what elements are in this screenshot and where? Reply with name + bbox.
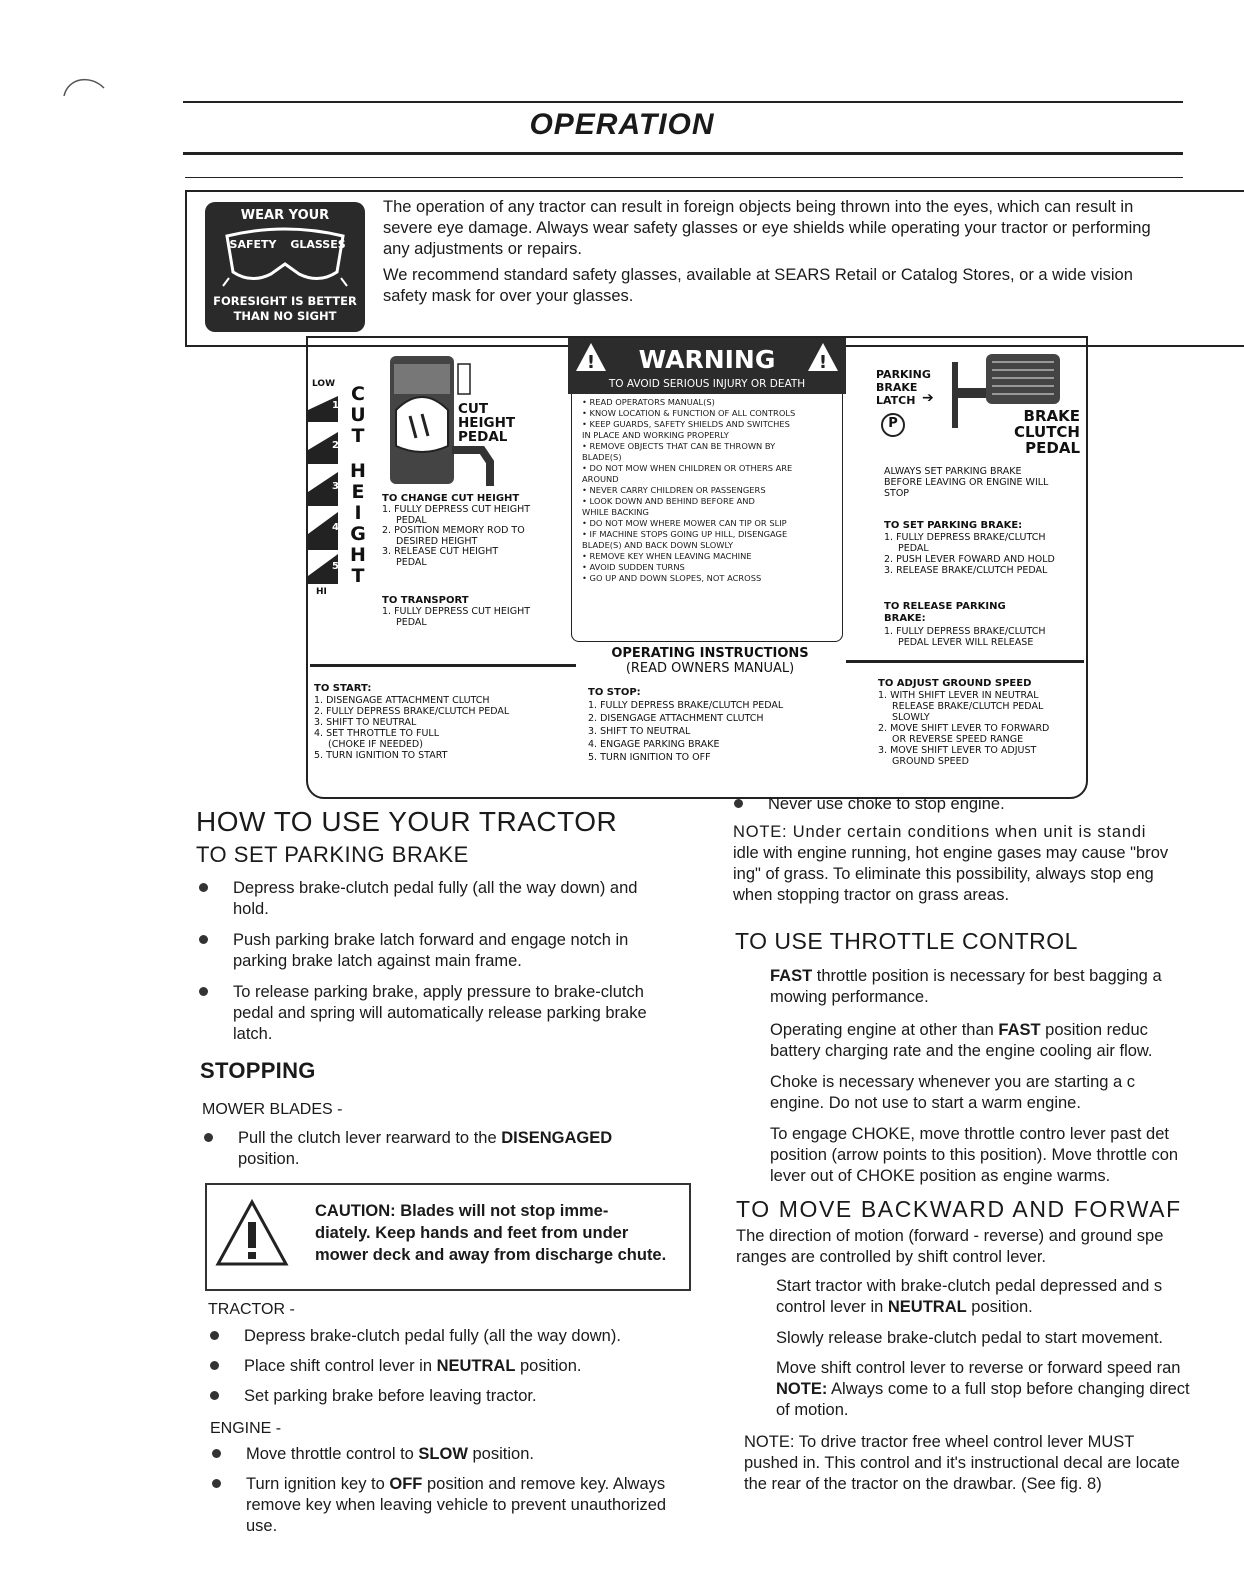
warning-triangle-icon: [574, 341, 608, 373]
header-rule-top: [183, 101, 1183, 103]
warning-subtitle: TO AVOID SERIOUS INJURY OR DEATH: [608, 378, 806, 390]
decal-divider-left: [310, 664, 576, 667]
step-line: RELEASE BRAKE/CLUTCH PEDAL: [892, 701, 1044, 712]
bullet-dot: [210, 1331, 219, 1340]
bullet-line: position (arrow points to this position). Move throttle con: [770, 1146, 1179, 1164]
transport-title: TO TRANSPORT: [382, 595, 469, 606]
warning-item: • KEEP GUARDS, SAFETY SHIELDS AND SWITCHES: [582, 419, 790, 429]
step-line: 3. SHIFT TO NEUTRAL: [314, 717, 417, 728]
to-start-steps: [314, 695, 509, 761]
mower-blades-label: MOWER BLADES -: [202, 1101, 343, 1118]
eye-para2-line2: safety mask for over your glasses.: [383, 287, 634, 305]
cut-letter: U: [350, 404, 366, 426]
note-line: ing" of grass. To eliminate this possibility, always stop eng: [733, 865, 1154, 883]
cut-height-pedal-label: [458, 402, 515, 444]
bullet-line: Push parking brake latch forward and engage notch in: [233, 931, 629, 949]
badge-left-text: SAFETY: [229, 238, 277, 251]
eye-safety-text: [383, 197, 1243, 312]
bullet-bold: FAST: [998, 1021, 1041, 1039]
set-parking-title: TO SET PARKING BRAKE:: [884, 520, 1023, 531]
warning-title: WARNING: [638, 345, 776, 374]
bullet-line: hold.: [233, 900, 269, 918]
to-stop-steps: [588, 699, 783, 764]
bullet-bold: NEUTRAL: [887, 1298, 967, 1316]
caution-line: CAUTION: Blades will not stop imme-: [315, 1202, 609, 1220]
step-line: 1. DISENGAGE ATTACHMENT CLUTCH: [314, 695, 490, 706]
step-line: 2. POSITION MEMORY ROD TO: [382, 525, 525, 536]
bullet-line: Slowly release brake-clutch pedal to start movement.: [776, 1329, 1164, 1347]
bullet-bold: DISENGAGED: [501, 1129, 613, 1147]
bullet-line: battery charging rate and the engine cooling air flow.: [770, 1042, 1153, 1060]
eye-para2-line1: We recommend standard safety glasses, available at SEARS Retail or Catalog Stores, or a wide vision: [383, 266, 1133, 284]
bullet-dot: [199, 883, 208, 892]
park-bullet-1: [233, 878, 693, 920]
bullet-dot: [199, 987, 208, 996]
blades-bullet: [238, 1128, 688, 1170]
step-line: 5. TURN IGNITION TO START: [314, 750, 448, 761]
cut-letter: T: [351, 425, 365, 447]
step-line: 2. DISENGAGE ATTACHMENT CLUTCH: [588, 713, 764, 724]
step-line: 3. RELEASE CUT HEIGHT: [382, 546, 499, 557]
note-browning: [733, 822, 1244, 906]
note-line: pushed in. This control and it's instructional decal are locate: [744, 1454, 1180, 1472]
pedal-label-line: HEIGHT: [458, 415, 516, 431]
note-line: NOTE: Under certain conditions when unit is standi: [733, 823, 1147, 841]
caution-line: diately. Keep hands and feet from under: [315, 1224, 629, 1242]
step-line: 4. SET THROTTLE TO FULL: [314, 728, 440, 739]
always-line: BEFORE LEAVING OR ENGINE WILL: [884, 477, 1049, 488]
tractor-bullet-3: [244, 1386, 694, 1407]
step-line: 3. RELEASE BRAKE/CLUTCH PEDAL: [884, 565, 1048, 576]
cut-letter: E: [351, 481, 365, 503]
cut-letter: C: [351, 383, 365, 405]
step-line: SLOWLY: [892, 712, 930, 723]
bullet-line: parking brake latch against main frame.: [233, 952, 522, 970]
set-parking-steps: [884, 532, 1055, 576]
step-line: PEDAL: [396, 616, 427, 628]
release-parking-title: [884, 601, 1006, 625]
move-heading: TO MOVE BACKWARD AND FORWAF: [736, 1196, 1182, 1222]
tractor-bullet-2: [244, 1356, 694, 1377]
badge-bottom-text-1: FORESIGHT IS BETTER: [213, 294, 357, 308]
stopping-heading: STOPPING: [200, 1058, 316, 1083]
caution-triangle-icon: [214, 1198, 290, 1268]
warning-list: [582, 397, 844, 584]
bullet-line: Depress brake-clutch pedal fully (all the way down) and: [233, 879, 638, 897]
bullet-text: position reduc: [1040, 1021, 1148, 1039]
eye-para1-line2: severe eye damage. Always wear safety glasses or eye shields while operating your tractor or performing: [383, 219, 1151, 237]
step-line: 1. FULLY DEPRESS CUT HEIGHT: [382, 606, 531, 617]
always-line: STOP: [884, 488, 910, 499]
step-line: 5. TURN IGNITION TO OFF: [588, 752, 711, 763]
warning-item: • LOOK DOWN AND BEHIND BEFORE AND: [582, 496, 755, 506]
brake-label-line: BRAKE: [1023, 407, 1080, 425]
svg-text:!: !: [586, 352, 596, 373]
step-line: OR REVERSE SPEED RANGE: [892, 734, 1024, 745]
throttle-heading: TO USE THROTTLE CONTROL: [735, 928, 1078, 954]
bullet-line: To release parking brake, apply pressure to brake-clutch: [233, 983, 644, 1001]
decal-divider-right: [846, 660, 1084, 663]
warning-item: • AVOID SUDDEN TURNS: [582, 562, 685, 572]
badge-top-text: WEAR YOUR: [240, 208, 330, 223]
section-rule: [185, 177, 1183, 178]
engine-label: ENGINE -: [210, 1420, 282, 1437]
step-line: 2. PUSH LEVER FOWARD AND HOLD: [884, 554, 1055, 565]
cut-low-label: LOW: [312, 379, 335, 389]
note-line: idle with engine running, hot engine gases may cause "brov: [733, 844, 1169, 862]
step-line: PEDAL: [898, 543, 929, 554]
choke-bullet: [768, 794, 1238, 815]
step-line: 1. FULLY DEPRESS CUT HEIGHT: [382, 504, 531, 515]
always-line: ALWAYS SET PARKING BRAKE: [884, 466, 1022, 477]
warning-item: • KNOW LOCATION & FUNCTION OF ALL CONTROLS: [582, 408, 796, 418]
how-to-use-heading: HOW TO USE YOUR TRACTOR: [196, 806, 618, 837]
bullet-line: of motion.: [776, 1401, 849, 1419]
park-bullet-3: [233, 982, 693, 1045]
bullet-line: position.: [238, 1150, 300, 1168]
move-bullet-1: [776, 1276, 1244, 1318]
caution-text: [315, 1200, 677, 1266]
bullet-dot: [199, 935, 208, 944]
brake-label-line: PEDAL: [1025, 439, 1080, 457]
warning-item: • GO UP AND DOWN SLOPES, NOT ACROSS: [582, 573, 762, 583]
bullet-dot: [204, 1133, 213, 1142]
park-bullet-2: [233, 930, 693, 972]
to-stop-title: TO STOP:: [588, 687, 641, 698]
always-set-text: [884, 466, 1048, 499]
bullet-line: engine. Do not use to start a warm engine.: [770, 1094, 1081, 1112]
engine-bullet-2: [246, 1474, 706, 1537]
transport-steps: [382, 607, 530, 628]
latch-label-line: BRAKE: [876, 381, 918, 394]
note-free-wheel: [744, 1432, 1244, 1495]
header-rule-bottom: [183, 152, 1183, 155]
bullet-text: Always come to a full stop before changing direct: [827, 1380, 1190, 1398]
cut-letter: G: [350, 523, 366, 545]
engine-bullet-1: [246, 1444, 696, 1465]
cut-position-2: 2: [332, 440, 339, 451]
release-title-line: BRAKE:: [884, 613, 926, 624]
step-line: PEDAL LEVER WILL RELEASE: [898, 637, 1034, 648]
step-line: 2. MOVE SHIFT LEVER TO FORWARD: [878, 723, 1050, 734]
p-symbol-text: P: [888, 416, 898, 431]
cut-position-3: 3: [332, 481, 339, 492]
eye-para1-line3: any adjustments or repairs.: [383, 240, 583, 258]
bullet-line: Set parking brake before leaving tractor.: [244, 1387, 537, 1405]
bullet-bold: OFF: [389, 1475, 423, 1493]
intro-line: The direction of motion (forward - reverse) and ground spe: [736, 1227, 1164, 1245]
note-line: the rear of the tractor on the drawbar. (See fig. 8): [744, 1475, 1102, 1493]
bullet-line: lever out of CHOKE position as engine warms.: [770, 1167, 1111, 1185]
warning-item: BLADE(S) AND BACK DOWN SLOWLY: [582, 540, 734, 550]
step-line: 1. FULLY DEPRESS BRAKE/CLUTCH: [884, 626, 1046, 637]
step-line: 1. FULLY DEPRESS BRAKE/CLUTCH PEDAL: [588, 700, 784, 711]
bullet-dot: [210, 1391, 219, 1400]
change-cut-steps: [382, 505, 530, 568]
bullet-text: Turn ignition key to: [246, 1475, 390, 1493]
set-parking-heading: TO SET PARKING BRAKE: [196, 842, 469, 867]
scan-mark: [60, 72, 110, 102]
bullet-text: Place shift control lever in: [244, 1357, 437, 1375]
step-line: 3. SHIFT TO NEUTRAL: [588, 726, 691, 737]
bullet-text: position.: [515, 1357, 582, 1375]
brake-clutch-pedal-label: [970, 408, 1080, 456]
bullet-text: control lever in: [776, 1298, 888, 1316]
warning-item: • REMOVE KEY WHEN LEAVING MACHINE: [582, 551, 752, 561]
glasses-icon: [219, 226, 351, 288]
bullet-line: mowing performance.: [770, 988, 929, 1006]
safety-glasses-badge: [205, 202, 365, 332]
warning-item: • DO NOT MOW WHERE MOWER CAN TIP OR SLIP: [582, 518, 787, 528]
caution-line: mower deck and away from discharge chute.: [315, 1246, 667, 1264]
badge-right-text: GLASSES: [290, 238, 346, 251]
bullet-line: Move shift control lever to reverse or forward speed ran: [776, 1359, 1181, 1377]
move-bullet-2: [776, 1328, 1244, 1349]
warning-item: • READ OPERATORS MANUAL(S): [582, 397, 715, 407]
bullet-text: Operating engine at other than: [770, 1021, 999, 1039]
warning-item: • REMOVE OBJECTS THAT CAN BE THROWN BY: [582, 441, 776, 451]
tractor-bullet-1: [244, 1326, 694, 1347]
release-title-line: TO RELEASE PARKING: [884, 601, 1006, 612]
latch-label-line: PARKING: [876, 368, 931, 381]
intro-line: ranges are controlled by shift control lever.: [736, 1248, 1046, 1266]
step-line: 4. ENGAGE PARKING BRAKE: [588, 739, 720, 750]
bullet-bold: FAST: [770, 967, 813, 985]
bullet-line: pedal and spring will automatically release parking brake: [233, 1004, 647, 1022]
bullet-text: position.: [966, 1298, 1033, 1316]
move-intro: [736, 1226, 1244, 1268]
tractor-label: TRACTOR -: [208, 1301, 295, 1318]
ground-speed-title: TO ADJUST GROUND SPEED: [878, 678, 1032, 689]
warning-item: • NEVER CARRY CHILDREN OR PASSENGERS: [582, 485, 766, 495]
badge-bottom-text-2: THAN NO SIGHT: [233, 309, 337, 323]
release-parking-steps: [884, 626, 1045, 648]
warning-item: BLADE(S): [582, 452, 622, 462]
cut-letter-gap: [349, 447, 367, 461]
ground-speed-steps: [878, 690, 1049, 767]
warning-item: IN PLACE AND WORKING PROPERLY: [582, 430, 729, 440]
note-line: when stopping tractor on grass areas.: [733, 886, 1010, 904]
bullet-line: latch.: [233, 1025, 273, 1043]
cut-height-vertical: [349, 384, 367, 587]
throttle-bullet-1: [770, 966, 1244, 1008]
cut-letter: H: [350, 544, 366, 566]
cut-position-1: 1: [332, 400, 339, 411]
operating-instructions-title: OPERATING INSTRUCTIONS: [611, 646, 809, 661]
latch-label-line: LATCH: [876, 394, 916, 407]
cut-height-steps: [308, 388, 348, 584]
bullet-text: Pull the clutch lever rearward to the: [238, 1129, 502, 1147]
cut-letter: T: [351, 565, 365, 587]
step-line: 2. FULLY DEPRESS BRAKE/CLUTCH PEDAL: [314, 706, 510, 717]
step-line: GROUND SPEED: [892, 756, 969, 767]
pedal-label-line: CUT: [458, 401, 489, 417]
bullet-line: use.: [246, 1517, 278, 1535]
step-line: PEDAL: [396, 556, 427, 568]
throttle-bullet-4: [770, 1124, 1244, 1187]
bullet-bold: NOTE:: [776, 1380, 828, 1398]
step-line: 1. WITH SHIFT LEVER IN NEUTRAL: [878, 690, 1039, 701]
arrow-right-icon: ➔: [922, 390, 934, 406]
bullet-dot: [212, 1479, 221, 1488]
step-line: DESIRED HEIGHT: [396, 535, 478, 547]
bullet-bold: SLOW: [418, 1445, 468, 1463]
warning-item: • IF MACHINE STOPS GOING UP HILL, DISENGAGE: [582, 529, 788, 539]
warning-triangle-icon-right: [806, 341, 840, 373]
eye-para1-line1: The operation of any tractor can result in foreign objects being thrown into the eyes, which can result in: [383, 198, 1134, 216]
bullet-text: Move throttle control to: [246, 1445, 419, 1463]
bullet-dot: [734, 799, 743, 808]
change-cut-title: TO CHANGE CUT HEIGHT: [382, 493, 520, 504]
throttle-bullet-2: [770, 1020, 1244, 1062]
cut-position-4: 4: [332, 522, 339, 533]
step-line: 1. FULLY DEPRESS BRAKE/CLUTCH: [884, 532, 1046, 543]
step-line: (CHOKE IF NEEDED): [328, 739, 423, 750]
operating-instructions-subtitle: (READ OWNERS MANUAL): [625, 661, 795, 676]
step-line: PEDAL: [396, 514, 427, 526]
pedal-label-line: PEDAL: [458, 429, 508, 445]
bullet-line: Never use choke to stop engine.: [768, 795, 1005, 813]
page-title: OPERATION: [529, 108, 715, 141]
bullet-bold: NEUTRAL: [436, 1357, 516, 1375]
bullet-dot: [210, 1361, 219, 1370]
bullet-line: remove key when leaving vehicle to prevent unauthorized: [246, 1496, 667, 1514]
note-line: NOTE: To drive tractor free wheel control lever MUST: [744, 1433, 1135, 1451]
cut-position-5: 5: [332, 561, 339, 572]
bullet-dot: [212, 1449, 221, 1458]
bullet-text: position.: [467, 1445, 534, 1463]
bullet-line: To engage CHOKE, move throttle contro lever past det: [770, 1125, 1169, 1143]
warning-item: AROUND: [582, 474, 619, 484]
move-bullet-3: [776, 1358, 1244, 1421]
brake-label-line: CLUTCH: [1013, 423, 1080, 441]
bullet-text: position and remove key. Always: [422, 1475, 666, 1493]
bullet-line: Depress brake-clutch pedal fully (all the way down).: [244, 1327, 621, 1345]
bullet-text: throttle position is necessary for best bagging a: [812, 967, 1162, 985]
to-start-title: TO START:: [314, 683, 372, 694]
svg-text:!: !: [818, 352, 828, 373]
throttle-bullet-3: [770, 1072, 1244, 1114]
step-line: 3. MOVE SHIFT LEVER TO ADJUST: [878, 745, 1037, 756]
warning-item: WHILE BACKING: [582, 507, 649, 517]
warning-item: • DO NOT MOW WHEN CHILDREN OR OTHERS ARE: [582, 463, 793, 473]
cut-letter: I: [354, 502, 362, 524]
cut-letter: H: [350, 460, 366, 482]
bullet-line: Choke is necessary whenever you are starting a c: [770, 1073, 1136, 1091]
cut-hi-label: HI: [316, 587, 327, 597]
bullet-line: Start tractor with brake-clutch pedal depressed and s: [776, 1277, 1163, 1295]
